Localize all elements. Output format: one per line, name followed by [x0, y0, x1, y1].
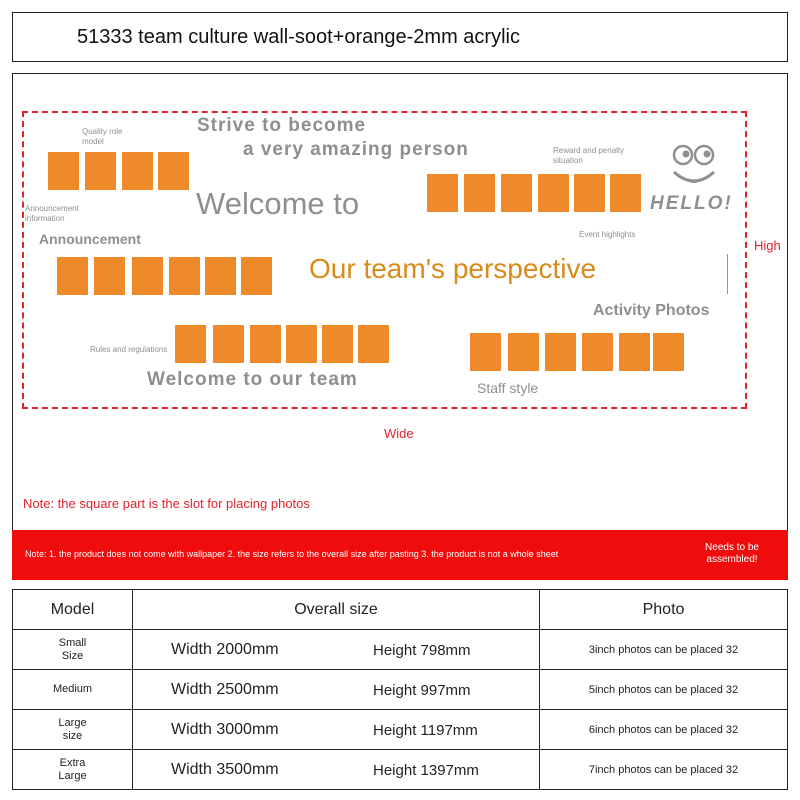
photo-slot: [653, 333, 684, 371]
table-row: [13, 630, 788, 670]
activity-photos-heading: Activity Photos: [593, 302, 710, 319]
row-model: Extra Large: [13, 750, 133, 790]
photo-slot: [205, 257, 236, 295]
perspective-text: Our team's perspective: [309, 253, 597, 284]
row-size: [133, 630, 540, 670]
photo-slot: [427, 174, 458, 212]
perspective-divider: [727, 254, 728, 294]
row-height: Height 1397mm: [373, 762, 479, 779]
photo-slot: [48, 152, 79, 190]
slogan-line-2: a very amazing person: [243, 139, 469, 160]
row-size: [133, 670, 540, 710]
row-photo: 5inch photos can be placed 32: [540, 670, 788, 710]
size-spec-table: [12, 589, 788, 790]
row-width: Width 2500mm: [171, 681, 279, 698]
header-photo: Photo: [540, 590, 788, 630]
banner-assembled-text: Needs to be assembled!: [705, 542, 759, 565]
header-model: Model: [13, 590, 133, 630]
label-rules-regulations: Rules and regulations: [90, 345, 168, 354]
row-model: Large size: [13, 710, 133, 750]
table-row: [13, 750, 788, 790]
photo-slot: [464, 174, 495, 212]
row-model: Small Size: [13, 630, 133, 670]
photo-slot: [619, 333, 650, 371]
photo-slot: [250, 325, 281, 363]
staff-style-text: Staff style: [477, 380, 539, 396]
product-title-text: 51333 team culture wall-soot+orange-2mm acrylic: [77, 25, 520, 48]
row-height: Height 798mm: [373, 642, 471, 659]
photo-slot: [508, 333, 539, 371]
table-row: [13, 710, 788, 750]
photo-slot: [175, 325, 206, 363]
row-photo: 6inch photos can be placed 32: [540, 710, 788, 750]
row-height: Height 1197mm: [373, 722, 478, 739]
hello-text: HELLO!: [650, 193, 733, 214]
photo-slot: [169, 257, 200, 295]
photo-slot: [545, 333, 576, 371]
photo-slot: [158, 152, 189, 190]
photo-slot: [94, 257, 125, 295]
row-photo: 7inch photos can be placed 32: [540, 750, 788, 790]
photo-slot: [241, 257, 272, 295]
photo-slot: [122, 152, 153, 190]
label-reward-penalty: Reward and penalty situation: [553, 146, 625, 165]
row-model: Medium: [13, 670, 133, 710]
photo-slot: [322, 325, 353, 363]
photo-slot-note: Note: the square part is the slot for placing photos: [23, 496, 310, 511]
table-header-row: [13, 590, 788, 630]
photo-slot: [470, 333, 501, 371]
photo-slot: [85, 152, 116, 190]
photo-slot: [582, 333, 613, 371]
photo-slot: [538, 174, 569, 212]
welcome-to-text: Welcome to: [196, 186, 360, 221]
product-title: [12, 12, 788, 62]
photo-slot: [574, 174, 605, 212]
photo-slot: [610, 174, 641, 212]
row-width: Width 2000mm: [171, 641, 279, 658]
header-overall-size: Overall size: [133, 590, 540, 630]
smiley-face-icon: [666, 140, 722, 190]
table-row: [13, 670, 788, 710]
welcome-team-text: Welcome to our team: [147, 369, 358, 390]
row-width: Width 3000mm: [171, 721, 279, 738]
banner-note-text: Note: 1. the product does not come with wallpaper 2. the size refers to the overall size after pasting 3. the product is not a whole sheet: [25, 549, 559, 559]
photo-slot: [286, 325, 317, 363]
warning-banner: [12, 530, 788, 580]
announcement-heading: Announcement: [39, 231, 141, 247]
row-size: [133, 710, 540, 750]
label-quality-role-model: Quality role model: [82, 127, 123, 146]
width-dimension-label: Wide: [384, 426, 414, 441]
label-announcement-info: Announcement information: [25, 204, 79, 223]
row-size: [133, 750, 540, 790]
photo-slot: [358, 325, 389, 363]
photo-slot: [501, 174, 532, 212]
height-dimension-label: High: [754, 238, 781, 253]
row-width: Width 3500mm: [171, 761, 279, 778]
photo-slot: [132, 257, 163, 295]
photo-slot: [57, 257, 88, 295]
label-event-highlights: Event highlights: [579, 230, 636, 239]
row-photo: 3inch photos can be placed 32: [540, 630, 788, 670]
row-height: Height 997mm: [373, 682, 471, 699]
photo-slot: [213, 325, 244, 363]
slogan-line-1: Strive to become: [197, 115, 367, 136]
